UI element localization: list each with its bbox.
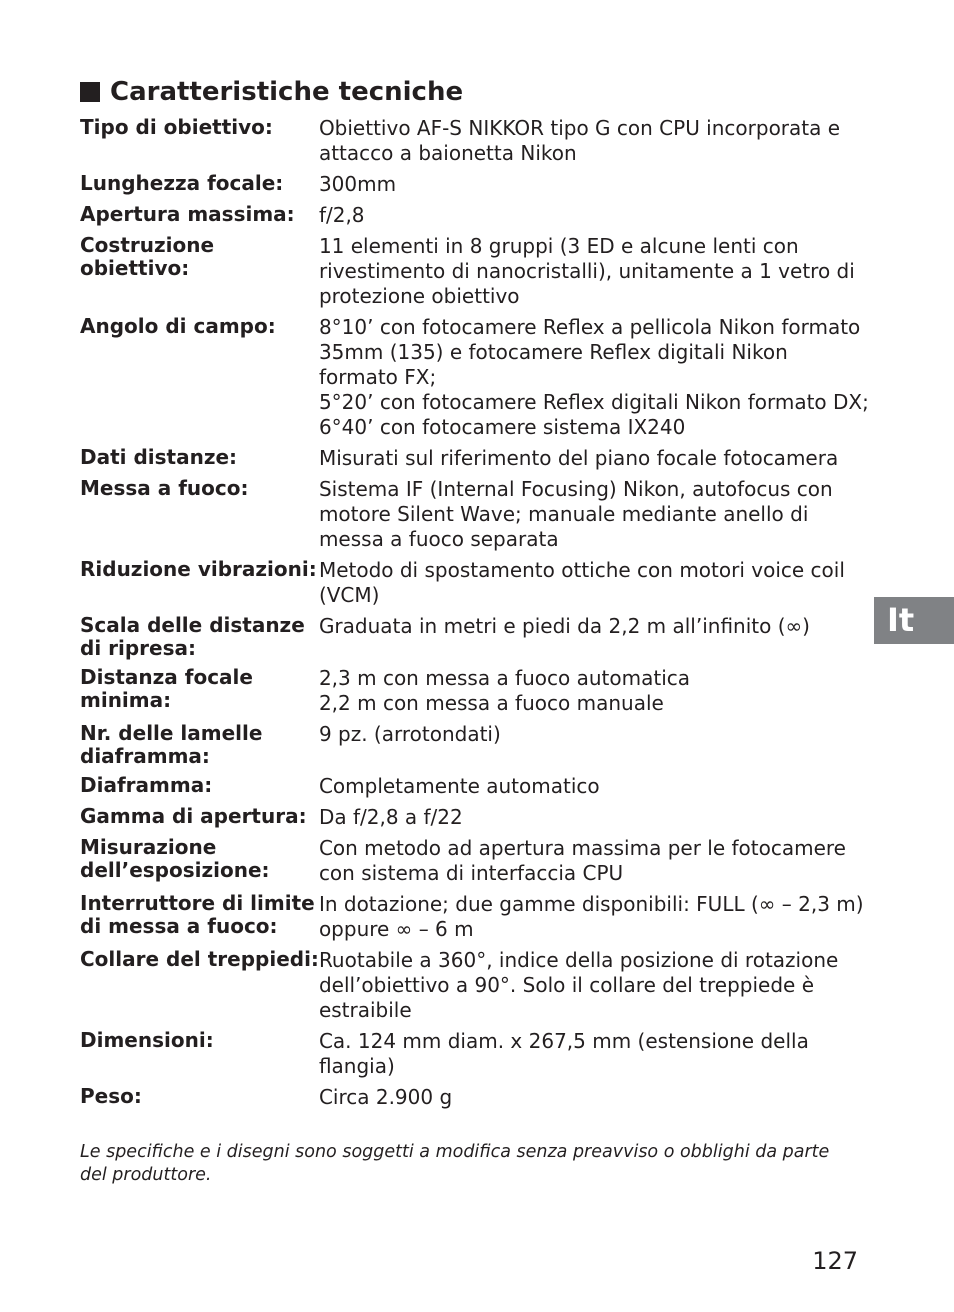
- spec-row: [80, 315, 869, 446]
- spec-label-line: di ripresa:: [80, 636, 196, 660]
- spec-label: [80, 836, 319, 892]
- spec-value: [319, 892, 869, 948]
- spec-value-line: estraibile: [318, 998, 412, 1022]
- spec-label: [80, 116, 319, 172]
- spec-label-line: Lunghezza focale:: [80, 171, 284, 195]
- spec-label-line: Angolo di campo:: [80, 314, 276, 338]
- spec-value-line: 35mm (135) e fotocamere Reflex digitali Nikon: [318, 340, 788, 364]
- spec-label-line: Peso:: [80, 1084, 142, 1108]
- spec-value: [319, 315, 869, 446]
- spec-value-line: 300mm: [318, 172, 397, 196]
- spec-row: [80, 203, 869, 234]
- spec-value: [319, 558, 869, 614]
- spec-label-line: Dimensioni:: [80, 1028, 214, 1052]
- spec-value: [319, 234, 869, 315]
- spec-row: [80, 722, 869, 774]
- spec-value-line: 6°40’ con fotocamere sistema IX240: [318, 415, 686, 439]
- disclaimer-note: [80, 1141, 840, 1187]
- spec-value-line: In dotazione; due gamme disponibili: FULL (∞ – 2,3 m): [318, 892, 864, 916]
- black-square-icon: [80, 82, 100, 102]
- spec-value: [319, 805, 869, 836]
- spec-label-line: di messa a fuoco:: [80, 914, 278, 938]
- spec-label: [80, 722, 319, 774]
- spec-value-line: Ruotabile a 360°, indice della posizione di rotazione: [318, 948, 839, 972]
- spec-value-line: Da f/2,8 a f/22: [318, 805, 463, 829]
- spec-label-line: Distanza focale: [80, 665, 253, 689]
- spec-label: [80, 774, 319, 805]
- spec-table: [80, 116, 869, 1116]
- spec-value: [319, 774, 869, 805]
- spec-value: [319, 666, 869, 722]
- spec-value-line: motore Silent Wave; manuale mediante anello di: [318, 502, 809, 526]
- spec-row: [80, 172, 869, 203]
- page-number: 127: [812, 1247, 858, 1275]
- spec-value-line: dell’obiettivo a 90°. Solo il collare del treppiede è: [318, 973, 815, 997]
- spec-value-line: formato FX;: [318, 365, 437, 389]
- spec-label-line: obiettivo:: [80, 256, 190, 280]
- spec-value: [319, 116, 869, 172]
- spec-value-line: Obiettivo AF-S NIKKOR tipo G con CPU incorporata e: [318, 116, 841, 140]
- spec-label-line: Dati distanze:: [80, 445, 238, 469]
- spec-row: [80, 234, 869, 315]
- spec-row: [80, 1085, 869, 1116]
- spec-row: [80, 116, 869, 172]
- spec-value-line: Sistema IF (Internal Focusing) Nikon, autofocus con: [318, 477, 833, 501]
- spec-value-line: 5°20’ con fotocamere Reflex digitali Nikon formato DX;: [318, 390, 869, 414]
- spec-label: [80, 477, 319, 558]
- language-tab: It: [874, 597, 954, 644]
- spec-row: [80, 666, 869, 722]
- spec-row: [80, 477, 869, 558]
- spec-value: [319, 1085, 869, 1116]
- spec-label-line: minima:: [80, 688, 172, 712]
- spec-value-line: 11 elementi in 8 gruppi (3 ED e alcune lenti con: [318, 234, 799, 258]
- spec-row: [80, 774, 869, 805]
- spec-value-line: oppure ∞ – 6 m: [318, 917, 474, 941]
- spec-value: [319, 722, 869, 774]
- spec-label: [80, 892, 319, 948]
- spec-value-line: Ca. 124 mm diam. x 267,5 mm (estensione della: [318, 1029, 809, 1053]
- spec-value-line: (VCM): [318, 583, 380, 607]
- spec-value-line: rivestimento di nanocristalli), unitamente a 1 vetro di: [318, 259, 855, 283]
- spec-label: [80, 666, 319, 722]
- note-line: del produttore.: [80, 1165, 212, 1185]
- spec-label-line: Scala delle distanze: [80, 613, 305, 637]
- spec-label-line: Diaframma:: [80, 773, 213, 797]
- spec-label-line: diaframma:: [80, 744, 210, 768]
- section-title: Caratteristiche tecniche: [110, 77, 464, 107]
- spec-label: [80, 172, 319, 203]
- spec-value-line: 2,3 m con messa a fuoco automatica: [318, 666, 691, 690]
- spec-row: [80, 805, 869, 836]
- spec-row: [80, 892, 869, 948]
- spec-value: [319, 477, 869, 558]
- spec-label: [80, 1085, 319, 1116]
- spec-value: [319, 446, 869, 477]
- spec-value-line: Metodo di spostamento ottiche con motori voice coil: [318, 558, 845, 582]
- spec-label-line: Costruzione: [80, 233, 215, 257]
- spec-label: [80, 558, 319, 614]
- spec-value-line: 9 pz. (arrotondati): [318, 722, 501, 746]
- spec-row: [80, 446, 869, 477]
- spec-label: [80, 614, 319, 666]
- spec-value-line: Circa 2.900 g: [318, 1085, 453, 1109]
- section-heading: [80, 76, 463, 108]
- spec-label-line: Interruttore di limite: [80, 891, 315, 915]
- spec-value: [319, 614, 869, 666]
- spec-value: [319, 836, 869, 892]
- spec-label: [80, 948, 319, 1029]
- spec-label: [80, 203, 319, 234]
- spec-label: [80, 805, 319, 836]
- spec-value-line: Completamente automatico: [318, 774, 600, 798]
- spec-label-line: Tipo di obiettivo:: [80, 115, 273, 139]
- spec-label-line: dell’esposizione:: [80, 858, 270, 882]
- spec-value: [319, 1029, 869, 1085]
- spec-value-line: 8°10’ con fotocamere Reflex a pellicola Nikon formato: [318, 315, 861, 339]
- spec-label: [80, 234, 319, 315]
- spec-value-line: attacco a baionetta Nikon: [318, 141, 577, 165]
- spec-row: [80, 558, 869, 614]
- spec-value-line: protezione obiettivo: [318, 284, 520, 308]
- spec-label-line: Riduzione vibrazioni:: [80, 557, 317, 581]
- spec-value: [319, 172, 869, 203]
- spec-value-line: f/2,8: [318, 203, 365, 227]
- spec-label-line: Apertura massima:: [80, 202, 295, 226]
- spec-value-line: messa a fuoco separata: [318, 527, 559, 551]
- spec-value: [319, 203, 869, 234]
- spec-label-line: Collare del treppiedi:: [80, 947, 319, 971]
- spec-row: [80, 1029, 869, 1085]
- spec-row: [80, 948, 869, 1029]
- spec-value-line: 2,2 m con messa a fuoco manuale: [318, 691, 664, 715]
- spec-row: [80, 836, 869, 892]
- spec-value: [319, 948, 869, 1029]
- spec-label: [80, 446, 319, 477]
- spec-value-line: Con metodo ad apertura massima per le fotocamere: [318, 836, 846, 860]
- spec-label: [80, 315, 319, 446]
- spec-label-line: Messa a fuoco:: [80, 476, 249, 500]
- spec-label: [80, 1029, 319, 1085]
- spec-label-line: Nr. delle lamelle: [80, 721, 263, 745]
- spec-row: [80, 614, 869, 666]
- spec-label-line: Gamma di apertura:: [80, 804, 307, 828]
- spec-value-line: flangia): [318, 1054, 395, 1078]
- spec-label-line: Misurazione: [80, 835, 217, 859]
- spec-value-line: con sistema di interfaccia CPU: [318, 861, 624, 885]
- spec-value-line: Graduata in metri e piedi da 2,2 m all’infinito (∞): [318, 614, 810, 638]
- spec-value-line: Misurati sul riferimento del piano focale fotocamera: [318, 446, 839, 470]
- note-line: Le specifiche e i disegni sono soggetti a modifica senza preavviso o obblighi da parte: [80, 1142, 830, 1162]
